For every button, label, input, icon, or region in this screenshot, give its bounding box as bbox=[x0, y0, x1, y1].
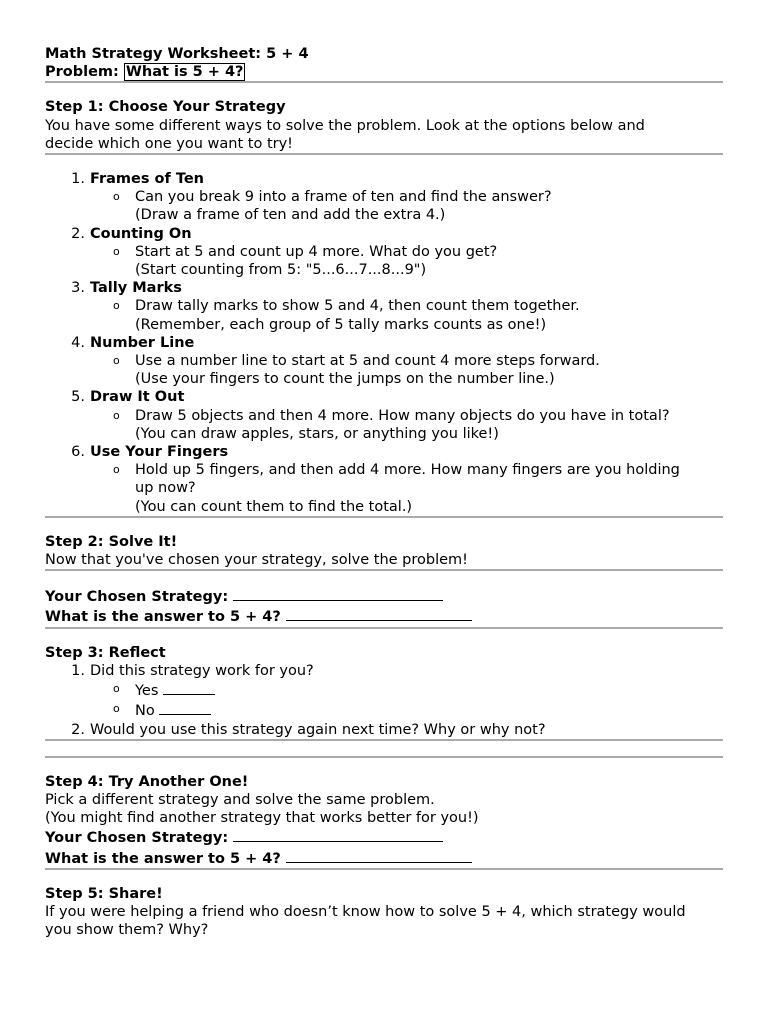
strategy-detail-line bbox=[45, 316, 723, 334]
strategy-item bbox=[45, 225, 723, 243]
bullet-icon: o bbox=[113, 702, 120, 716]
worksheet-page bbox=[45, 45, 723, 939]
strategy-item bbox=[45, 334, 723, 352]
reflect-question-1 bbox=[45, 662, 723, 680]
strategy-number: 3. bbox=[71, 280, 85, 297]
strategy-title: Counting On bbox=[90, 225, 192, 242]
strategy-number: 2. bbox=[71, 225, 85, 242]
strategy-item bbox=[45, 443, 723, 461]
strategy-detail-text: (Use your fingers to count the jumps on the number line.) bbox=[135, 371, 555, 388]
step5-text-line-1: If you were helping a friend who doesn’t know how to solve 5 + 4, which strategy would bbox=[45, 903, 686, 920]
strategy-title: Tally Marks bbox=[90, 280, 182, 297]
step4-strategy-row bbox=[45, 827, 723, 847]
step2-answer-blank[interactable] bbox=[286, 606, 472, 621]
strategy-title: Draw It Out bbox=[90, 389, 185, 406]
strategy-detail-line bbox=[45, 370, 723, 388]
bullet-icon: o bbox=[113, 354, 120, 368]
strategy-detail-line bbox=[45, 261, 723, 279]
reflect-no-label: No bbox=[135, 703, 155, 720]
reflect-yes-blank[interactable] bbox=[163, 680, 215, 695]
strategy-detail-line bbox=[45, 425, 723, 443]
strategy-detail-line bbox=[45, 479, 723, 497]
reflect-no-blank[interactable] bbox=[159, 700, 211, 715]
bullet-icon: o bbox=[113, 408, 120, 422]
reflect-yes-row bbox=[45, 680, 723, 700]
step2-answer-label: What is the answer to 5 + 4? bbox=[45, 609, 281, 626]
step2-intro: Now that you've chosen your strategy, solve the problem! bbox=[45, 552, 468, 569]
step4-strategy-blank[interactable] bbox=[233, 827, 443, 842]
strategy-detail-text: (Draw a frame of ten and add the extra 4.) bbox=[135, 207, 446, 224]
strategy-detail-text: Start at 5 and count up 4 more. What do you get? bbox=[135, 243, 498, 260]
step2-answer-row bbox=[45, 606, 723, 626]
strategy-detail-text: (Remember, each group of 5 tally marks counts as one!) bbox=[135, 316, 547, 333]
step5-text-line-2: you show them? Why? bbox=[45, 922, 209, 939]
strategy-item bbox=[45, 170, 723, 188]
strategy-detail-text: (You can draw apples, stars, or anything you like!) bbox=[135, 425, 499, 442]
strategy-detail-text: Hold up 5 fingers, and then add 4 more. How many fingers are you holding bbox=[135, 462, 680, 479]
step4-intro-line-1: Pick a different strategy and solve the same problem. bbox=[45, 791, 435, 808]
step3-heading: Step 3: Reflect bbox=[45, 644, 166, 661]
step4-answer-blank[interactable] bbox=[286, 848, 472, 863]
strategy-item bbox=[45, 279, 723, 297]
reflect-no-row bbox=[45, 700, 723, 720]
step2-strategy-blank[interactable] bbox=[233, 586, 443, 601]
strategy-detail-line bbox=[45, 297, 723, 315]
bullet-icon: o bbox=[113, 682, 120, 696]
step4-intro-line-2: (You might find another strategy that works better for you!) bbox=[45, 810, 479, 827]
strategy-detail-text: Use a number line to start at 5 and count 4 more steps forward. bbox=[135, 353, 600, 370]
strategy-detail-line bbox=[45, 206, 723, 224]
strategy-detail-text: up now? bbox=[135, 480, 196, 497]
step4-heading: Step 4: Try Another One! bbox=[45, 773, 249, 790]
step1-heading: Step 1: Choose Your Strategy bbox=[45, 99, 286, 116]
reflect-question-1-text: Did this strategy work for you? bbox=[90, 662, 314, 679]
strategy-detail-line bbox=[45, 352, 723, 370]
reflect-yes-label: Yes bbox=[135, 683, 159, 700]
reflect-question-2 bbox=[45, 721, 723, 739]
problem-line bbox=[45, 63, 723, 81]
step4-answer-row bbox=[45, 848, 723, 868]
problem-text: What is 5 + 4? bbox=[125, 64, 244, 81]
strategy-number: 1. bbox=[71, 171, 85, 188]
strategy-detail-line bbox=[45, 461, 723, 479]
strategy-number: 5. bbox=[71, 389, 85, 406]
step5-heading: Step 5: Share! bbox=[45, 885, 163, 902]
step2-strategy-label: Your Chosen Strategy: bbox=[45, 589, 229, 606]
step2-strategy-row bbox=[45, 586, 723, 606]
problem-label: Problem: bbox=[45, 64, 119, 81]
strategy-title: Frames of Ten bbox=[90, 171, 204, 188]
strategy-number: 6. bbox=[71, 444, 85, 461]
worksheet-title: Math Strategy Worksheet: 5 + 4 bbox=[45, 46, 309, 62]
reflect-question-2-number: 2. bbox=[71, 721, 85, 738]
strategy-title: Use Your Fingers bbox=[90, 444, 229, 461]
reflect-question-2-text: Would you use this strategy again next time? Why or why not? bbox=[90, 721, 546, 738]
strategy-detail-line bbox=[45, 407, 723, 425]
bullet-icon: o bbox=[113, 190, 120, 204]
strategy-title: Number Line bbox=[90, 334, 195, 351]
strategy-detail-line bbox=[45, 498, 723, 516]
strategy-detail-line bbox=[45, 188, 723, 206]
strategy-detail-line bbox=[45, 243, 723, 261]
strategy-detail-text: Draw 5 objects and then 4 more. How many objects do you have in total? bbox=[135, 407, 670, 424]
strategy-list bbox=[45, 170, 723, 516]
strategy-detail-text: (You can count them to find the total.) bbox=[135, 498, 413, 515]
step2-heading: Step 2: Solve It! bbox=[45, 533, 178, 550]
strategy-detail-text: Can you break 9 into a frame of ten and find the answer? bbox=[135, 189, 552, 206]
step1-intro-line-2: decide which one you want to try! bbox=[45, 135, 293, 152]
strategy-detail-text: (Start counting from 5: "5...6...7...8...9") bbox=[135, 262, 427, 279]
bullet-icon: o bbox=[113, 244, 120, 258]
step4-answer-label: What is the answer to 5 + 4? bbox=[45, 850, 281, 867]
bullet-icon: o bbox=[113, 463, 120, 477]
strategy-item bbox=[45, 388, 723, 406]
strategy-number: 4. bbox=[71, 334, 85, 351]
step4-strategy-label: Your Chosen Strategy: bbox=[45, 830, 229, 847]
reflect-question-1-number: 1. bbox=[71, 662, 85, 679]
strategy-detail-text: Draw tally marks to show 5 and 4, then count them together. bbox=[135, 298, 580, 315]
step1-intro-line-1: You have some different ways to solve the problem. Look at the options below and bbox=[45, 117, 645, 134]
bullet-icon: o bbox=[113, 299, 120, 313]
